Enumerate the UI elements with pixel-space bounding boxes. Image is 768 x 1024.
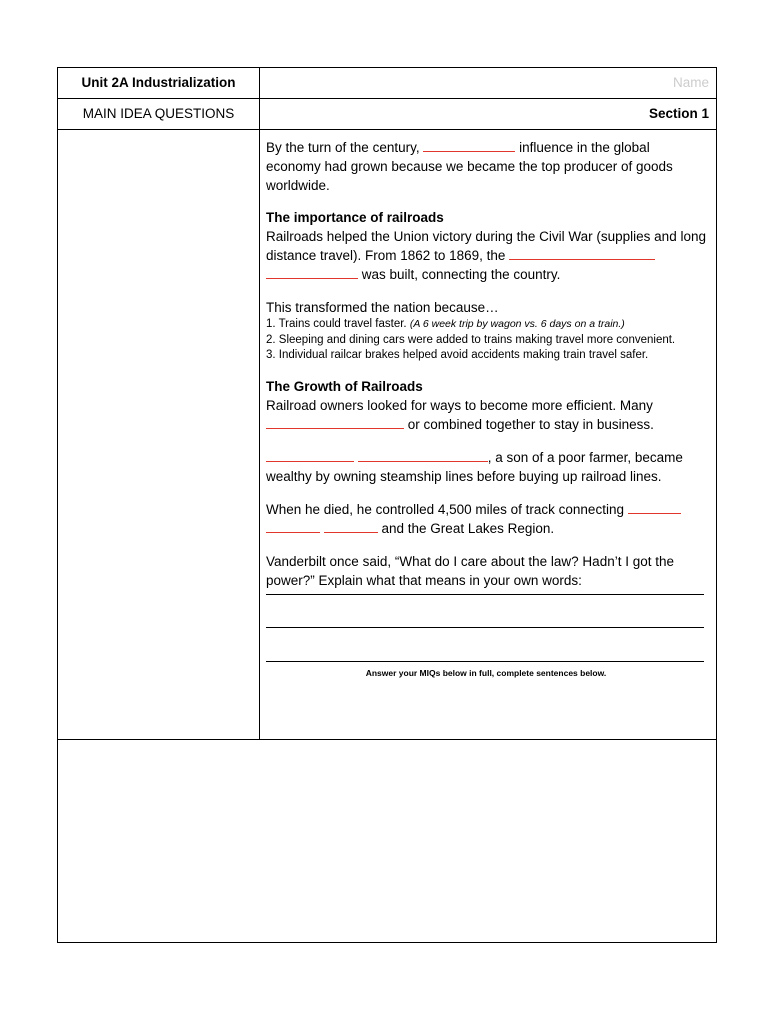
main-idea-label: MAIN IDEA QUESTIONS xyxy=(82,106,235,121)
paragraph-quote: Vanderbilt once said, “What do I care about the law? Hadn’t I got the power?” Explain what that means in your own words: xyxy=(266,553,674,588)
paragraph-growth: Railroad owners looked for ways to become more efficient. Many or combined together to stay in business. xyxy=(266,397,654,432)
answer-area[interactable] xyxy=(58,740,716,942)
paragraph-railroads: Railroads helped the Union victory during the Civil War (supplies and long distance travel). From 1862 to 1869, the was built, connecting the country. xyxy=(266,229,706,282)
answer-line[interactable] xyxy=(266,627,704,628)
notes-content xyxy=(266,138,706,683)
blank-line[interactable] xyxy=(509,247,655,260)
blank-line[interactable] xyxy=(266,520,320,533)
answer-line[interactable] xyxy=(266,661,704,662)
column-divider xyxy=(259,68,260,739)
paragraph-vanderbilt: , a son of a poor farmer, became wealthy by owning steamship lines before buying up railroad lines. xyxy=(266,449,683,484)
blank-line[interactable] xyxy=(358,449,488,462)
blank-line[interactable] xyxy=(628,501,681,514)
list-item: 3. Individual railcar brakes helped avoid accidents making train travel safer. xyxy=(266,349,649,361)
name-field[interactable]: Name xyxy=(672,75,709,90)
paragraph-track: When he died, he controlled 4,500 miles of track connecting and the Great Lakes Region. xyxy=(266,500,706,538)
blank-line[interactable] xyxy=(266,449,354,462)
paragraph-transformed: This transformed the nation because… xyxy=(266,300,499,315)
blank-line[interactable] xyxy=(324,520,378,533)
blank-line[interactable] xyxy=(423,139,515,152)
blank-line[interactable] xyxy=(266,416,404,429)
heading-railroads: The importance of railroads xyxy=(266,210,444,225)
section-label: Section 1 xyxy=(648,106,709,121)
list-item: 1. Trains could travel faster. (A 6 week trip by wagon vs. 6 days on a train.) xyxy=(266,318,625,330)
paragraph-turn-of-century: By the turn of the century, influence in the global economy had grown because we became the top producer of goods worldwide. xyxy=(266,140,673,193)
unit-title: Unit 2A Industrialization xyxy=(81,75,236,90)
blank-line[interactable] xyxy=(266,266,358,279)
transform-list xyxy=(266,317,706,364)
heading-growth: The Growth of Railroads xyxy=(266,378,423,394)
list-item: 2. Sleeping and dining cars were added to trains making travel more convenient. xyxy=(266,333,676,346)
instructions-note: Answer your MIQs below in full, complete sentences below. xyxy=(365,667,607,678)
worksheet-table xyxy=(57,67,717,943)
row-divider xyxy=(58,129,716,130)
answer-line[interactable] xyxy=(266,594,704,595)
